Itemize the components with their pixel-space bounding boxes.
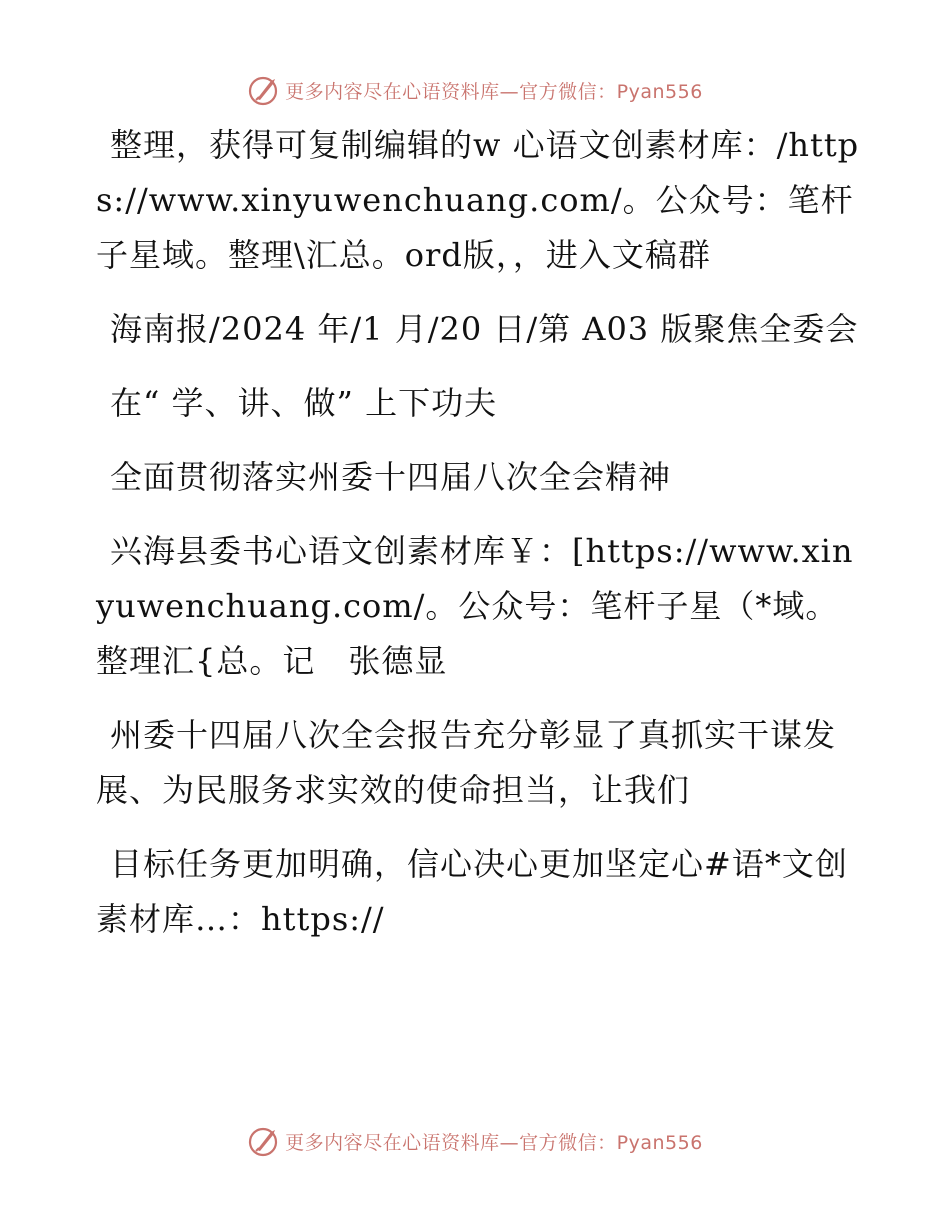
paragraph-body-1: 州委十四届八次全会报告充分彰显了真抓实干谋发展、为民服务求实效的使命担当，让我们 [96, 716, 837, 809]
paragraph-body-2: 目标任务更加明确，信心决心更加坚定心#语*文创素材库…：https:// [96, 845, 848, 938]
paragraph-intro: 整理，获得可复制编辑的w 心语文创素材库：/https://www.xinyuwenchuang.com/。公众号：笔杆子星域。整理\汇总。ord版，，进入文稿群 [96, 126, 860, 274]
paragraph-headline: 在“ 学、讲、做” 上下功夫 [110, 384, 498, 422]
paragraph-byline: 兴海县委书心语文创素材库￥：[https://www.xinyuwenchuang.com/。公众号：笔杆子星（*域。整理汇{总。记 张德显 [96, 532, 854, 680]
quill-pen-logo-icon [247, 73, 281, 107]
paragraph-source: 海南报/2024 年/1 月/20 日/第 A03 版聚焦全委会 [110, 310, 859, 348]
paragraph-subheadline: 全面贯彻落实州委十四届八次全会精神 [110, 458, 672, 496]
footer-watermark-text: 更多内容尽在心语资料库—官方微信：Pyan556 [285, 1131, 703, 1154]
document-body [96, 118, 866, 966]
header-watermark-text: 更多内容尽在心语资料库—官方微信：Pyan556 [285, 80, 703, 103]
footer-watermark-banner [0, 1121, 950, 1161]
header-watermark-banner [0, 70, 950, 110]
quill-pen-logo-icon [247, 1124, 281, 1158]
